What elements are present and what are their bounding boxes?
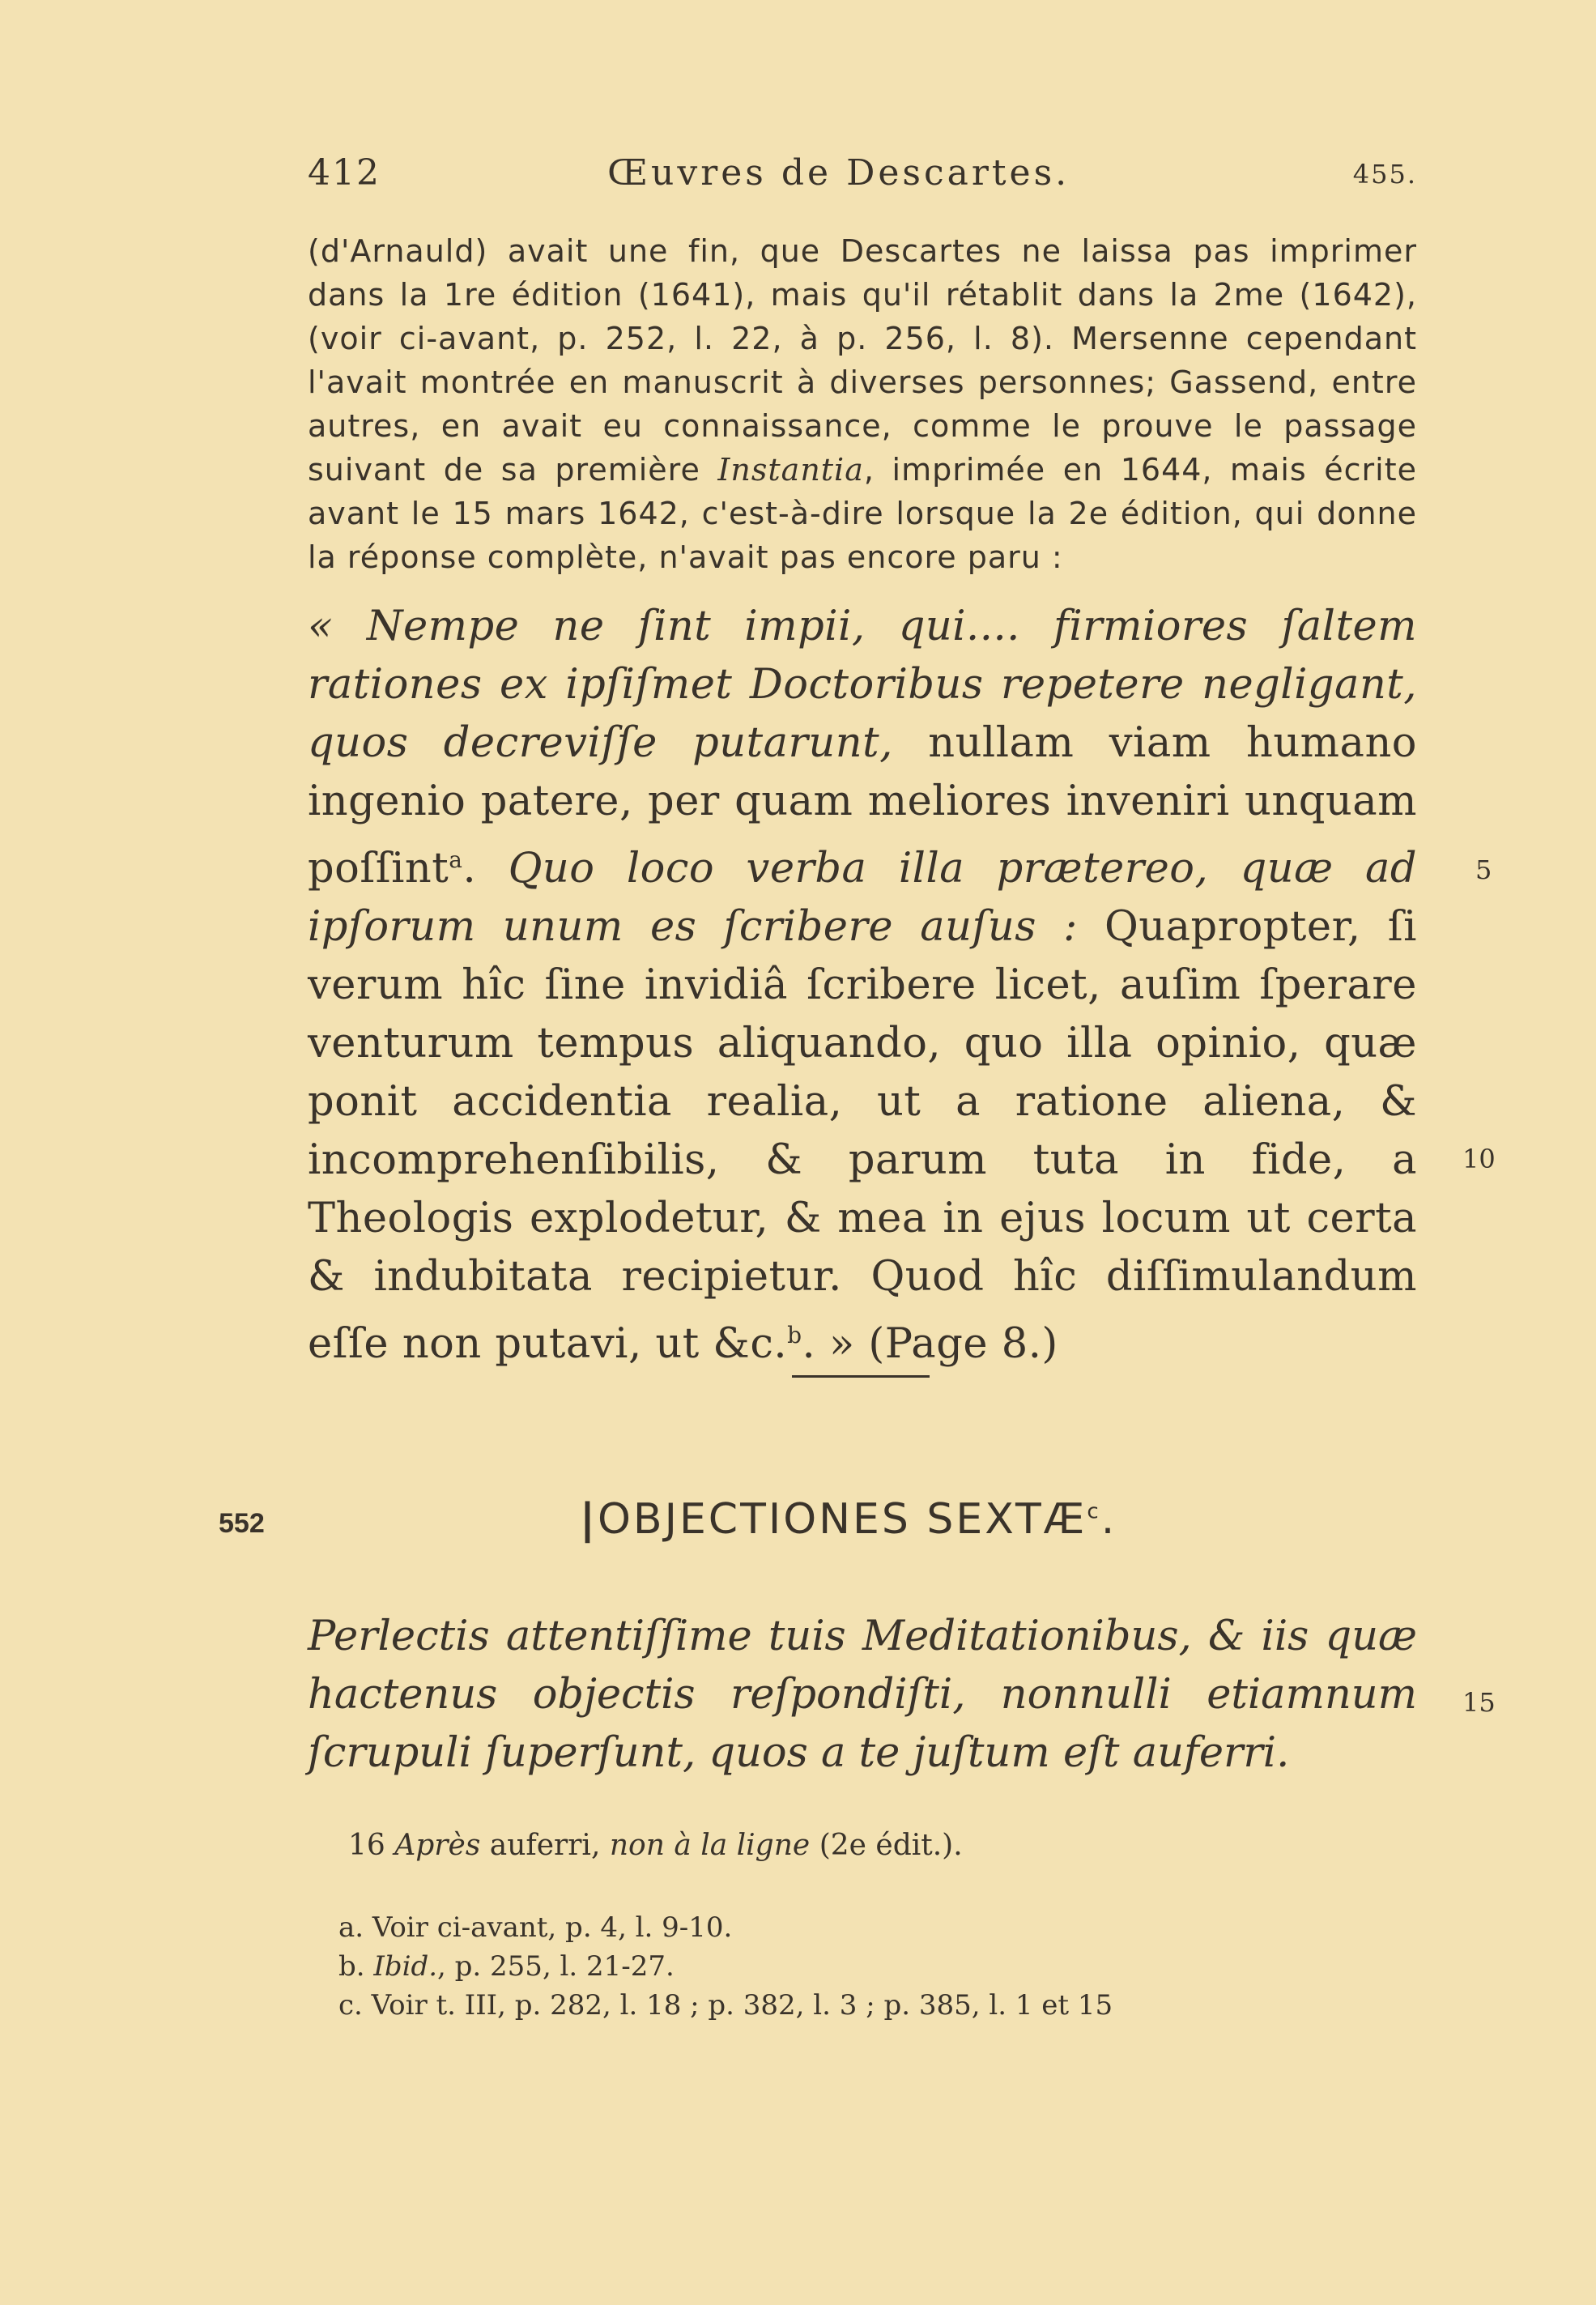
page-number: 412	[308, 152, 381, 194]
footnote-italic: Ibid.	[373, 1950, 438, 1983]
footnote-label: a.	[338, 1911, 364, 1944]
footnote-ref-c: c	[1087, 1499, 1101, 1524]
intro-paragraph	[308, 229, 1417, 579]
quote-roman-1: nullam viam humano ingenio patere, per quam meliores inveniri unquam poſſint	[308, 719, 1417, 893]
original-page-number: 455.	[1352, 159, 1417, 190]
line-number-15: 15	[1462, 1687, 1496, 1718]
intro-text-1: (d'Arnauld) avait une fin, que Descartes ne laissa pas imprimer dans la 1re édition (1641), mais qu'il rétablit dans la 2me (1642), (voir ci-avant, p. 252, l. 22, à p. 256, l. 8). Mersenne cependant l'avait montrée en manuscrit à diverses personnes; Gassend, entre autres, en avait eu connaissance, comme le prouve le passage suivant de sa première	[308, 233, 1417, 488]
section-title-period: .	[1100, 1495, 1117, 1544]
intro-italic: Instantia	[717, 452, 864, 488]
footnote-text: , p. 255, l. 21-27.	[437, 1950, 675, 1983]
variant-italic-2: non à la ligne	[609, 1829, 811, 1862]
marginal-page-number: 552	[219, 1508, 265, 1539]
footnote-b	[338, 1947, 1113, 1986]
footnote-label: b.	[338, 1950, 365, 1983]
quote-roman-2: .	[462, 845, 509, 893]
section-divider	[792, 1375, 930, 1378]
opening-paragraph	[308, 1608, 1417, 1783]
running-title: Œuvres de Descartes.	[607, 152, 1070, 194]
variant-note	[348, 1829, 963, 1862]
section-title-text: OBJECTIONES SEXTÆ	[598, 1495, 1087, 1544]
footnote-c	[338, 1986, 1113, 2025]
footnote-ref-a: a	[449, 846, 463, 873]
line-number-5: 5	[1475, 854, 1492, 885]
quote-roman-3: Quapropter, ſi verum hîc ſine invidiâ ſcribere licet, auſim ſperare venturum tempus aliquando, quo illa opinio, quæ ponit accidentia realia, ut a ratione aliena, & incomprehenſibilis, & parum tuta in fide, a Theologis explodetur, & mea in ejus locum ut certa & indubitata recipietur. Quod hîc diſſimulandum eſſe non putavi, ut &c.	[308, 903, 1417, 1368]
quote-italic-2: Quo loco verba illa prætereo, quæ ad ipſorum unum es ſcribere auſus :	[308, 845, 1417, 951]
footnote-text: Voir t. III, p. 282, l. 18 ; p. 382, l. 3 ; p. 385, l. 1 et 15	[362, 1989, 1113, 2022]
footnotes	[338, 1908, 1113, 2025]
latin-quote	[308, 598, 1417, 1374]
variant-line-number: 16	[348, 1829, 385, 1862]
variant-edition: (2e édit.).	[819, 1829, 963, 1862]
section-title	[580, 1495, 1117, 1544]
variant-italic-1: Après	[394, 1829, 481, 1862]
footnote-a	[338, 1908, 1113, 1947]
intro-text-2: , imprimée en 1644, mais écrite avant le 15 mars 1642, c'est-à-dire lorsque la 2e édition, qui donne la réponse complète, n'avait pas encore paru :	[308, 452, 1417, 575]
page-header	[308, 152, 1417, 201]
quote-roman-4: . » (Page 8.)	[802, 1320, 1058, 1368]
opening-text: Perlectis attentiſſime tuis Meditationibus, & iis quæ hactenus objectis reſpondiſti, nonnulli etiamnum ſcrupuli ſuperſunt, quos a te juſtum eſt auferri.	[308, 1613, 1417, 1777]
footnote-text: Voir ci-avant, p. 4, l. 9-10.	[364, 1911, 733, 1944]
line-number-10: 10	[1462, 1144, 1496, 1174]
footnote-label: c.	[338, 1989, 363, 2022]
footnote-ref-b: b	[787, 1322, 802, 1348]
page-break-mark: |	[580, 1495, 598, 1544]
variant-roman: auferri,	[480, 1829, 610, 1862]
quote-italic-1: « Nempe ne ſint impii, qui.... firmiores ſaltem rationes ex ipſiſmet Doctoribus repetere negligant, quos decreviſſe putarunt,	[308, 603, 1417, 767]
